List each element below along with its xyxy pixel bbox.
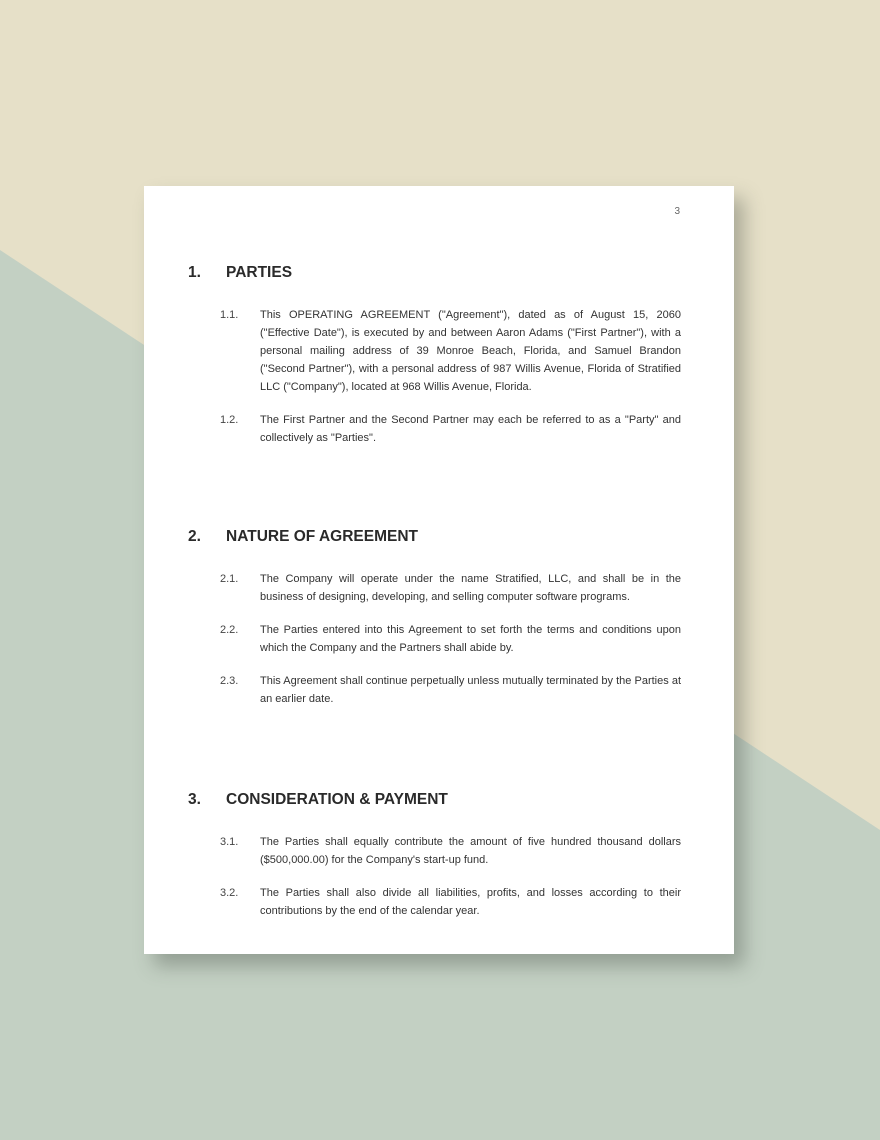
clause-number: 2.1. <box>220 573 239 585</box>
clause-list <box>188 306 681 447</box>
section-heading <box>188 528 681 546</box>
clause <box>220 306 681 396</box>
section-consideration-payment <box>188 791 681 935</box>
document-page <box>144 186 734 954</box>
clause-text: The Company will operate under the name Stratified, LLC, and shall be in the business of designing, developing, and selling computer software programs. <box>260 573 681 603</box>
section-title: NATURE OF AGREEMENT <box>226 528 419 545</box>
section-number: 3. <box>188 791 201 808</box>
clause-text: The First Partner and the Second Partner may each be referred to as a "Party" and collectively as "Parties". <box>260 414 681 444</box>
section-number: 2. <box>188 528 201 545</box>
clause-number: 1.2. <box>220 414 239 426</box>
clause-number: 3.1. <box>220 836 239 848</box>
section-title: PARTIES <box>226 264 293 281</box>
clause-number: 2.3. <box>220 675 239 687</box>
clause-number: 1.1. <box>220 309 239 321</box>
clause-number: 3.2. <box>220 887 239 899</box>
clause-text: The Parties entered into this Agreement to set forth the terms and conditions upon which the Company and the Partners shall abide by. <box>260 624 681 654</box>
section-nature-of-agreement <box>188 528 681 723</box>
clause-list <box>188 833 681 920</box>
page-number: 3 <box>674 206 680 217</box>
clause <box>220 833 681 869</box>
clause-number: 2.2. <box>220 624 239 636</box>
section-title: CONSIDERATION & PAYMENT <box>226 791 448 808</box>
section-number: 1. <box>188 264 201 281</box>
clause-text: The Parties shall also divide all liabilities, profits, and losses according to their contributions by the end of the calendar year. <box>260 887 681 917</box>
section-heading <box>188 264 681 282</box>
clause <box>220 884 681 920</box>
clause-text: This Agreement shall continue perpetually unless mutually terminated by the Parties at an earlier date. <box>260 675 681 705</box>
clause <box>220 570 681 606</box>
clause <box>220 672 681 708</box>
clause <box>220 621 681 657</box>
section-heading <box>188 791 681 809</box>
clause-list <box>188 570 681 708</box>
clause <box>220 411 681 447</box>
clause-text: The Parties shall equally contribute the amount of five hundred thousand dollars ($500,000.00) for the Company's start-up fund. <box>260 836 681 866</box>
section-parties <box>188 264 681 462</box>
clause-text: This OPERATING AGREEMENT ("Agreement"), dated as of August 15, 2060 ("Effective Date"), is executed by and between Aaron Adams ("First Partner"), with a personal mailing address of 39 Monroe Beach, Florida, and Samuel Brandon ("Second Partner"), with a personal address of 987 Willis Avenue, Florida of Stratified LLC ("Company"), located at 968 Willis Avenue, Florida. <box>260 309 681 393</box>
